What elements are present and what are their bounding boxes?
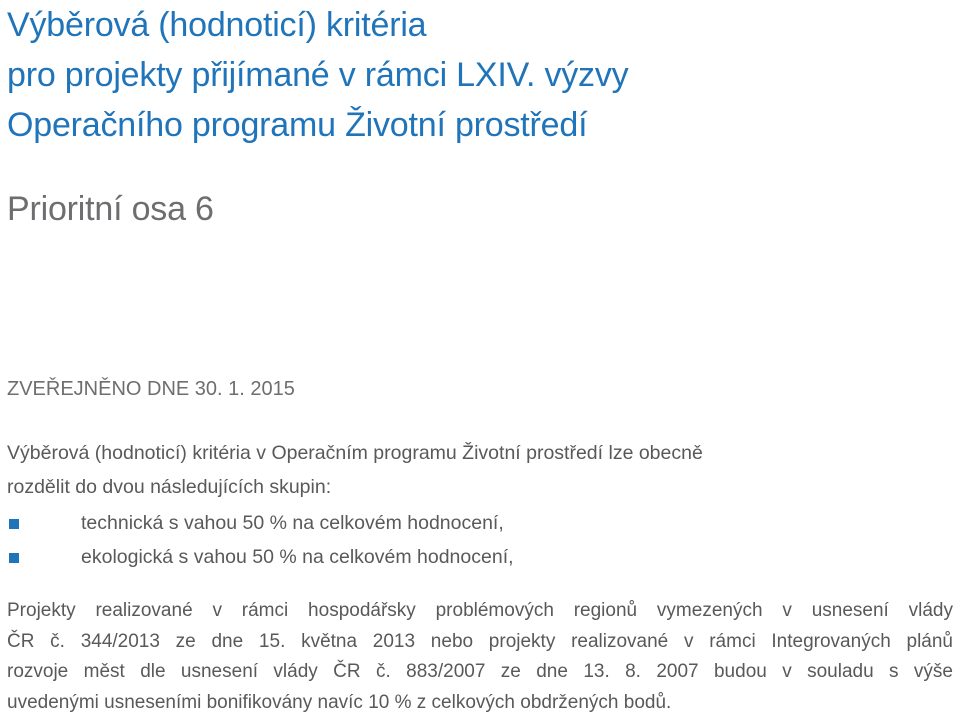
list-item [7, 540, 953, 574]
criteria-list [7, 506, 953, 574]
square-bullet-icon [9, 519, 19, 529]
bonus-paragraph [7, 596, 953, 718]
paragraph-line-3: rozvoje měst dle usnesení vlády ČR č. 883/2007 ze dne 13. 8. 2007 budou v souladu s výše [7, 661, 953, 682]
list-item-text: ekologická s vahou 50 % na celkovém hodnocení, [81, 546, 514, 568]
document-title [7, 0, 953, 150]
list-item [7, 506, 953, 540]
square-bullet-icon [9, 553, 19, 563]
title-line-1: Výběrová (hodnoticí) kritéria [7, 6, 427, 44]
intro-paragraph [7, 436, 953, 504]
document-subtitle: Prioritní osa 6 [7, 190, 214, 228]
list-item-text: technická s vahou 50 % na celkovém hodnocení, [81, 512, 504, 534]
paragraph-line-2: ČR č. 344/2013 ze dne 15. května 2013 nebo projekty realizované v rámci Integrovaných plánů [7, 630, 953, 652]
publication-date: ZVEŘEJNĚNO DNE 30. 1. 2015 [7, 378, 295, 400]
title-line-2: pro projekty přijímané v rámci LXIV. výzvy [7, 56, 629, 94]
intro-line-2: rozdělit do dvou následujících skupin: [7, 476, 332, 498]
paragraph-line-1: Projekty realizované v rámci hospodářsky problémových regionů vymezených v usnesení vlády [7, 600, 953, 621]
intro-line-1: Výběrová (hodnoticí) kritéria v Operačním programu Životní prostředí lze obecně [7, 442, 703, 464]
paragraph-line-4: uvedenými usneseními bonifikovány navíc 10 % z celkových obdržených bodů. [7, 691, 672, 713]
title-line-3: Operačního programu Životní prostředí [7, 106, 588, 144]
